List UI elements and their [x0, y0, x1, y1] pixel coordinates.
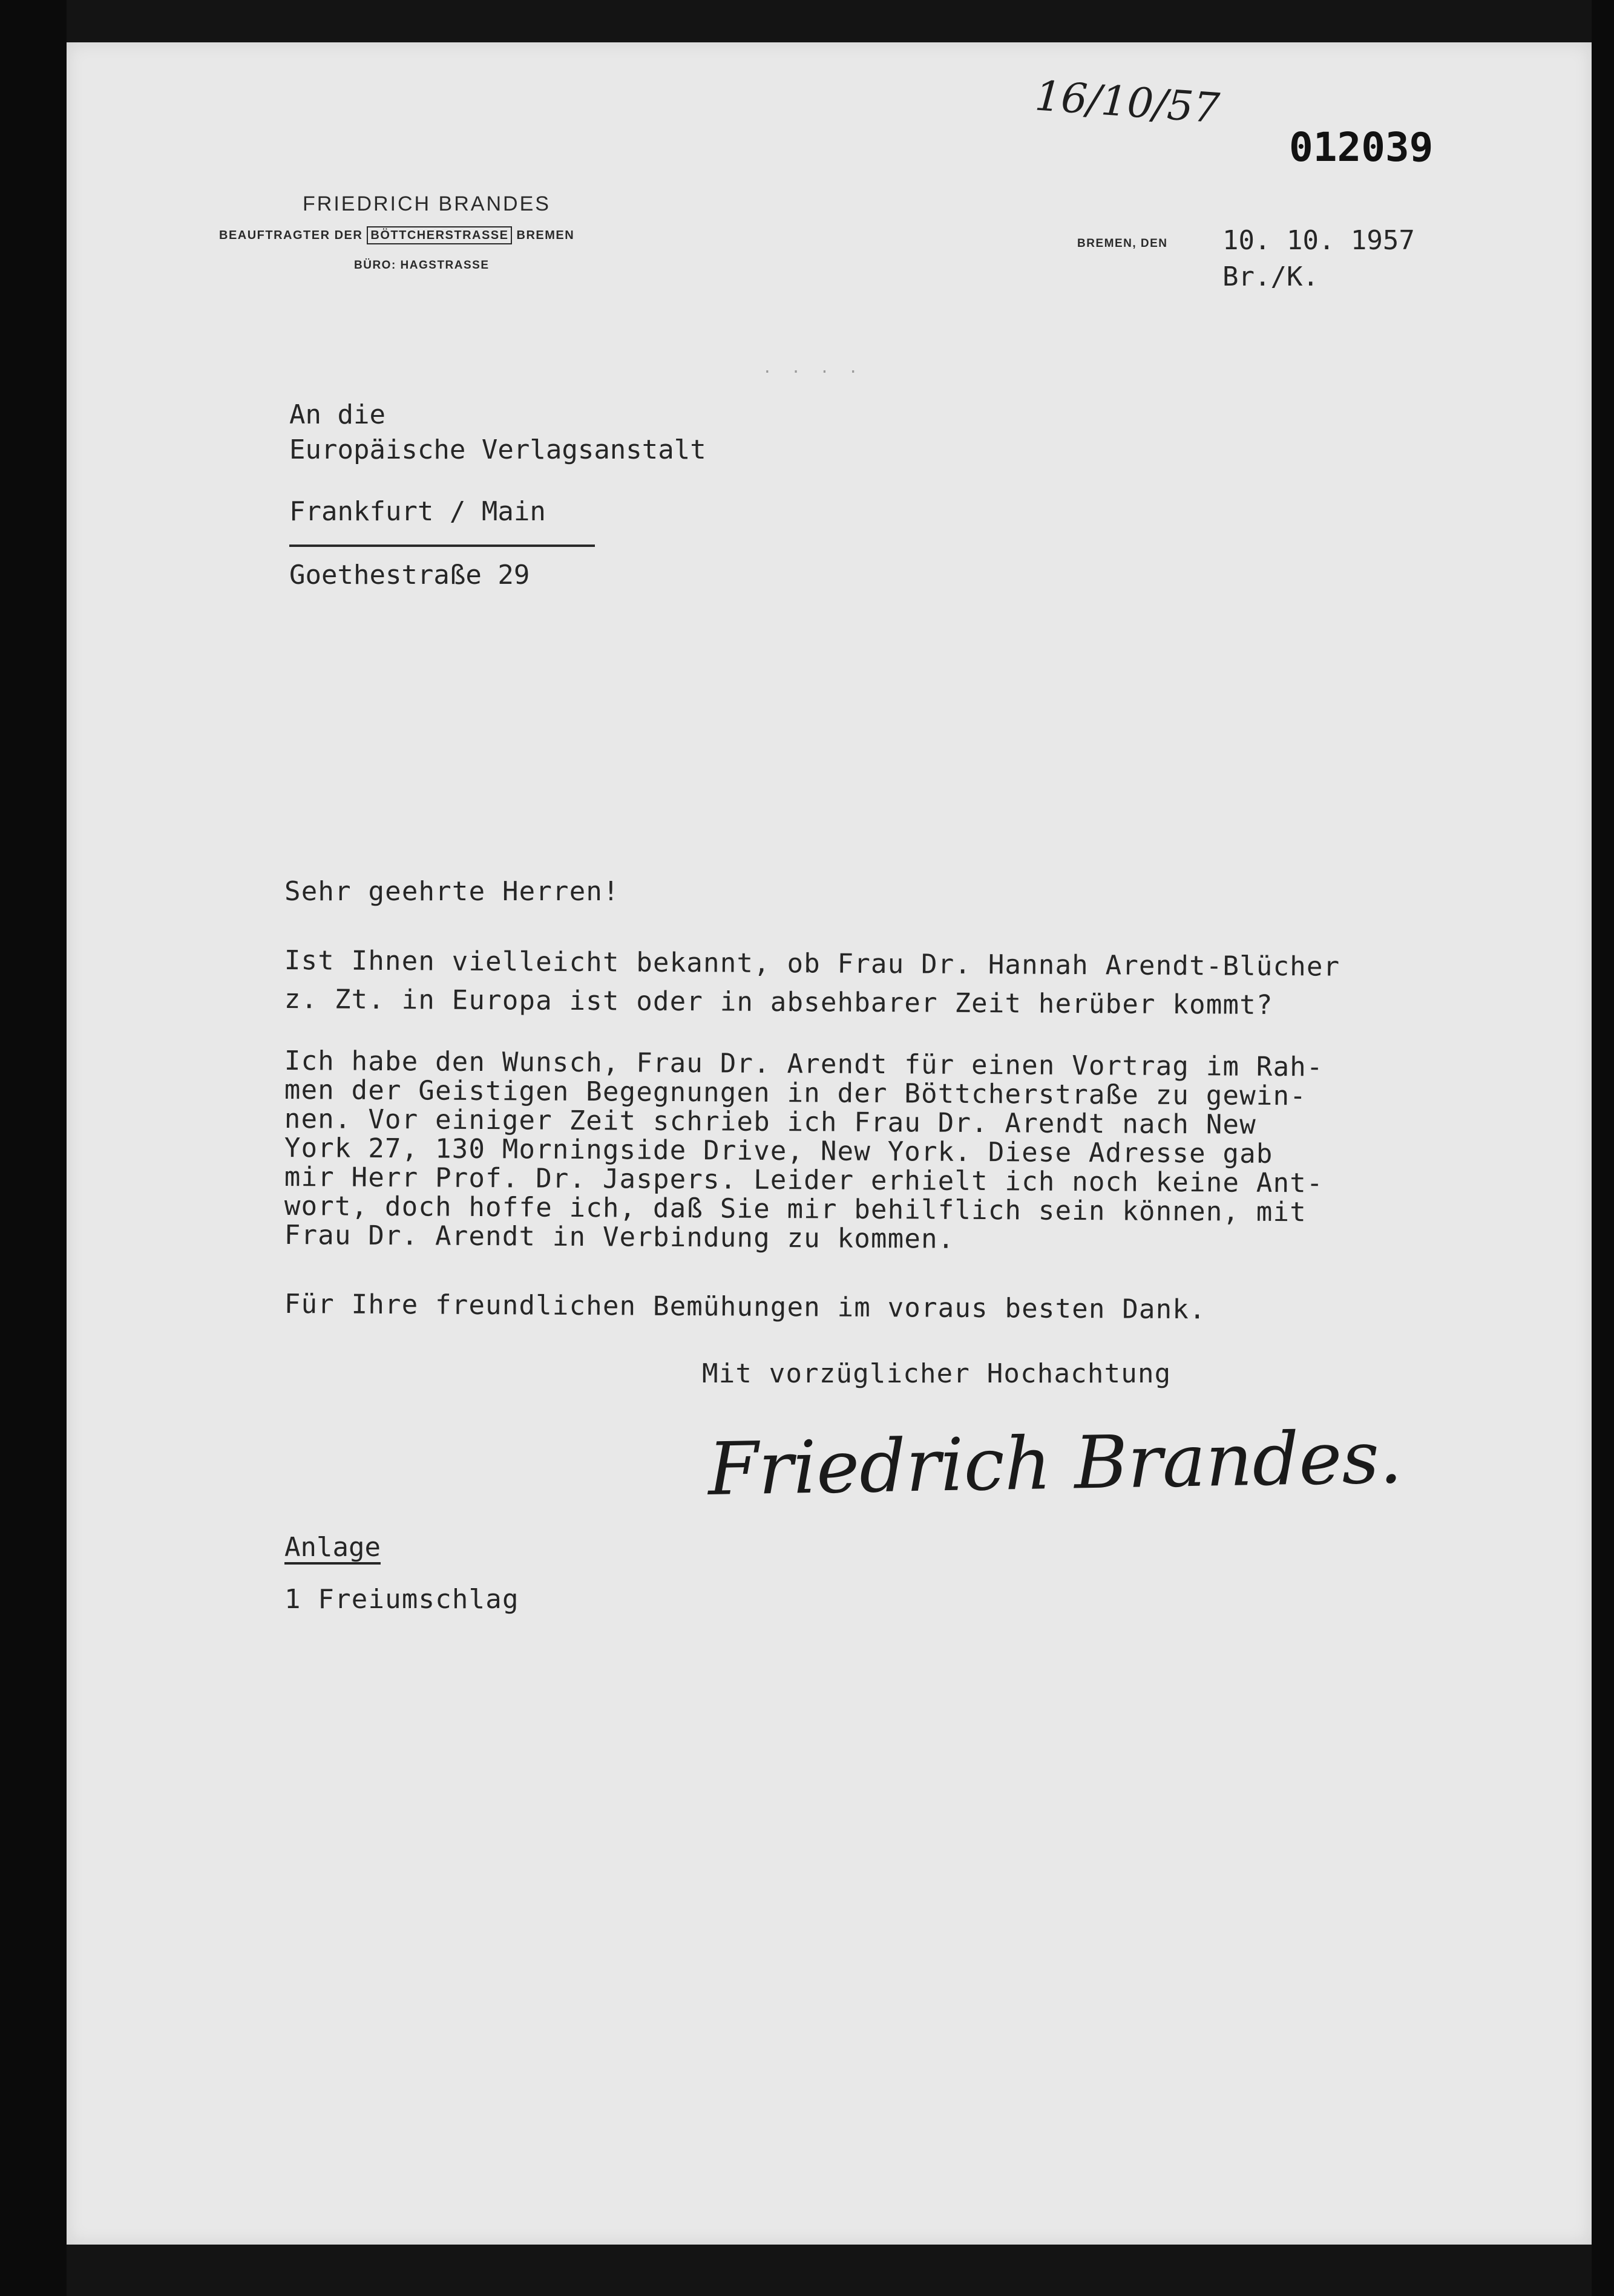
scan-border-left [0, 0, 67, 2296]
enclosure-label: Anlage [284, 1532, 381, 1563]
paragraph2-line: Ich habe den Wunsch, Frau Dr. Arendt für einen Vortrag im Rah- [284, 1045, 1324, 1083]
paragraph1-line: z. Zt. in Europa ist oder in absehbarer Zeit herüber kommt? [284, 984, 1273, 1021]
recipient-street: Goethestraße 29 [289, 560, 530, 590]
paragraph2-line: mir Herr Prof. Dr. Jaspers. Leider erhielt ich noch keine Ant- [284, 1162, 1324, 1199]
paragraph2-line: nen. Vor einiger Zeit schrieb ich Frau Dr. Arendt nach New [284, 1104, 1257, 1140]
letterhead-title-city: BREMEN [516, 229, 575, 242]
paragraph1-line: Ist Ihnen vielleicht bekannt, ob Frau Dr. Hannah Arendt-Blücher [284, 945, 1340, 983]
recipient-line2: Europäische Verlagsanstalt [289, 434, 706, 465]
paragraph2-line: men der Geistigen Begegnungen in der Böttcherstraße zu gewin- [284, 1074, 1307, 1112]
salutation: Sehr geehrte Herren! [284, 876, 620, 907]
letterhead-title [219, 229, 574, 243]
scan-border-right [1592, 0, 1614, 2296]
paragraph2-line: Frau Dr. Arendt in Verbindung zu kommen. [284, 1220, 955, 1255]
recipient-line1: An die [289, 399, 385, 430]
enclosure-item: 1 Freiumschlag [284, 1584, 519, 1615]
document-number: 012039 [1289, 124, 1434, 171]
closing: Mit vorzüglicher Hochachtung [702, 1358, 1172, 1389]
recipient-city: Frankfurt / Main [289, 496, 546, 527]
letterhead-name: FRIEDRICH BRANDES [303, 192, 551, 215]
dateline-date: 10. 10. 1957 [1222, 225, 1415, 256]
signature: Friedrich Brandes. [707, 1416, 1403, 1512]
letterhead-title-street: BÖTTCHERSTRASSE [367, 226, 512, 244]
handwritten-date: 16/10/57 [1033, 72, 1221, 133]
dateline-reference: Br./K. [1222, 261, 1319, 292]
dateline-place-label: BREMEN, DEN [1077, 237, 1168, 250]
paragraph2-line: York 27, 130 Morningside Drive, New York. Diese Adresse gab [284, 1133, 1273, 1169]
city-underline [289, 545, 595, 547]
paragraph3: Für Ihre freundlichen Bemühungen im voraus besten Dank. [284, 1289, 1206, 1326]
letterhead-office: BÜRO: HAGSTRASSE [354, 259, 490, 272]
letterhead-title-prefix: BEAUFTRAGTER DER [219, 229, 363, 242]
scan-speck: · · · · [763, 363, 863, 381]
paragraph2-line: wort, doch hoffe ich, daß Sie mir behilflich sein können, mit [284, 1191, 1307, 1228]
